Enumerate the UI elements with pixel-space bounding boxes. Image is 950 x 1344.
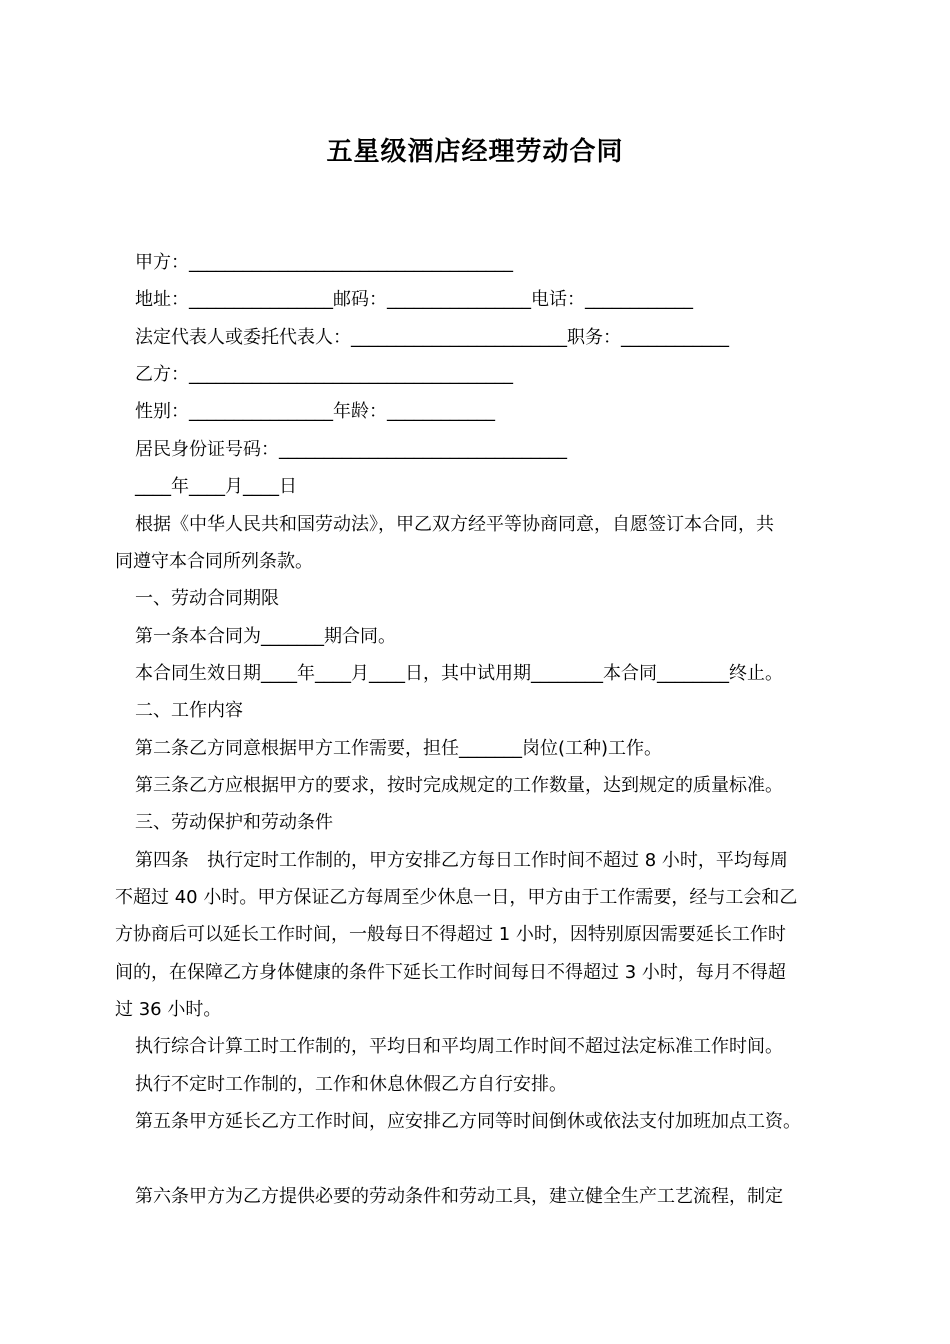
section-heading-3: 三、劳动保护和劳动条件 [135, 812, 333, 833]
address-line: 地址：________________邮码：________________电话：____________ [135, 289, 693, 310]
party-a-line: 甲方：____________________________________ [135, 252, 513, 273]
date-line: ____年____月____日 [135, 476, 297, 497]
comprehensive-hours-line: 执行综合计算工时工作制的，平均日和平均周工作时间不超过法定标准工作时间。 [135, 1036, 783, 1057]
article-4-line-2: 不超过 40 小时。甲方保证乙方每周至少休息一日，甲方由于工作需要，经与工会和乙 [115, 887, 798, 908]
article-1: 第一条本合同为_______期合同。 [135, 626, 396, 647]
article-4-line-5: 过 36 小时。 [115, 999, 222, 1020]
article-4-line-4: 间的，在保障乙方身体健康的条件下延长工作时间每日不得超过 3 小时，每月不得超 [115, 962, 786, 983]
article-6-line-1: 第六条甲方为乙方提供必要的劳动条件和劳动工具，建立健全生产工艺流程，制定 [135, 1186, 783, 1207]
party-b-line: 乙方：____________________________________ [135, 364, 513, 385]
id-number-line: 居民身份证号码：________________________________ [135, 439, 567, 460]
article-3: 第三条乙方应根据甲方的要求，按时完成规定的工作数量，达到规定的质量标准。 [135, 775, 783, 796]
article-5: 第五条甲方延长乙方工作时间，应安排乙方同等时间倒休或依法支付加班加点工资。 [135, 1111, 801, 1132]
article-4-line-1: 第四条 执行定时工作制的，甲方安排乙方每日工作时间不超过 8 小时，平均每周 [135, 850, 788, 871]
document-title: 五星级酒店经理劳动合同 [326, 137, 624, 167]
preamble-line-2: 同遵守本合同所列条款。 [115, 551, 313, 572]
article-4-line-3: 方协商后可以延长工作时间，一般每日不得超过 1 小时，因特别原因需要延长工作时 [115, 924, 786, 945]
flexible-hours-line: 执行不定时工作制的，工作和休息休假乙方自行安排。 [135, 1074, 567, 1095]
section-heading-2: 二、工作内容 [135, 700, 243, 721]
gender-age-line: 性别：________________年龄：____________ [135, 401, 495, 422]
section-heading-1: 一、劳动合同期限 [135, 588, 279, 609]
representative-line: 法定代表人或委托代表人：________________________职务：____________ [135, 327, 729, 348]
article-2: 第二条乙方同意根据甲方工作需要，担任_______岗位(工种)工作。 [135, 738, 663, 759]
effective-date-line: 本合同生效日期____年____月____日，其中试用期________本合同________终止。 [135, 663, 783, 684]
preamble-line-1: 根据《中华人民共和国劳动法》，甲乙双方经平等协商同意，自愿签订本合同，共 [135, 514, 774, 535]
